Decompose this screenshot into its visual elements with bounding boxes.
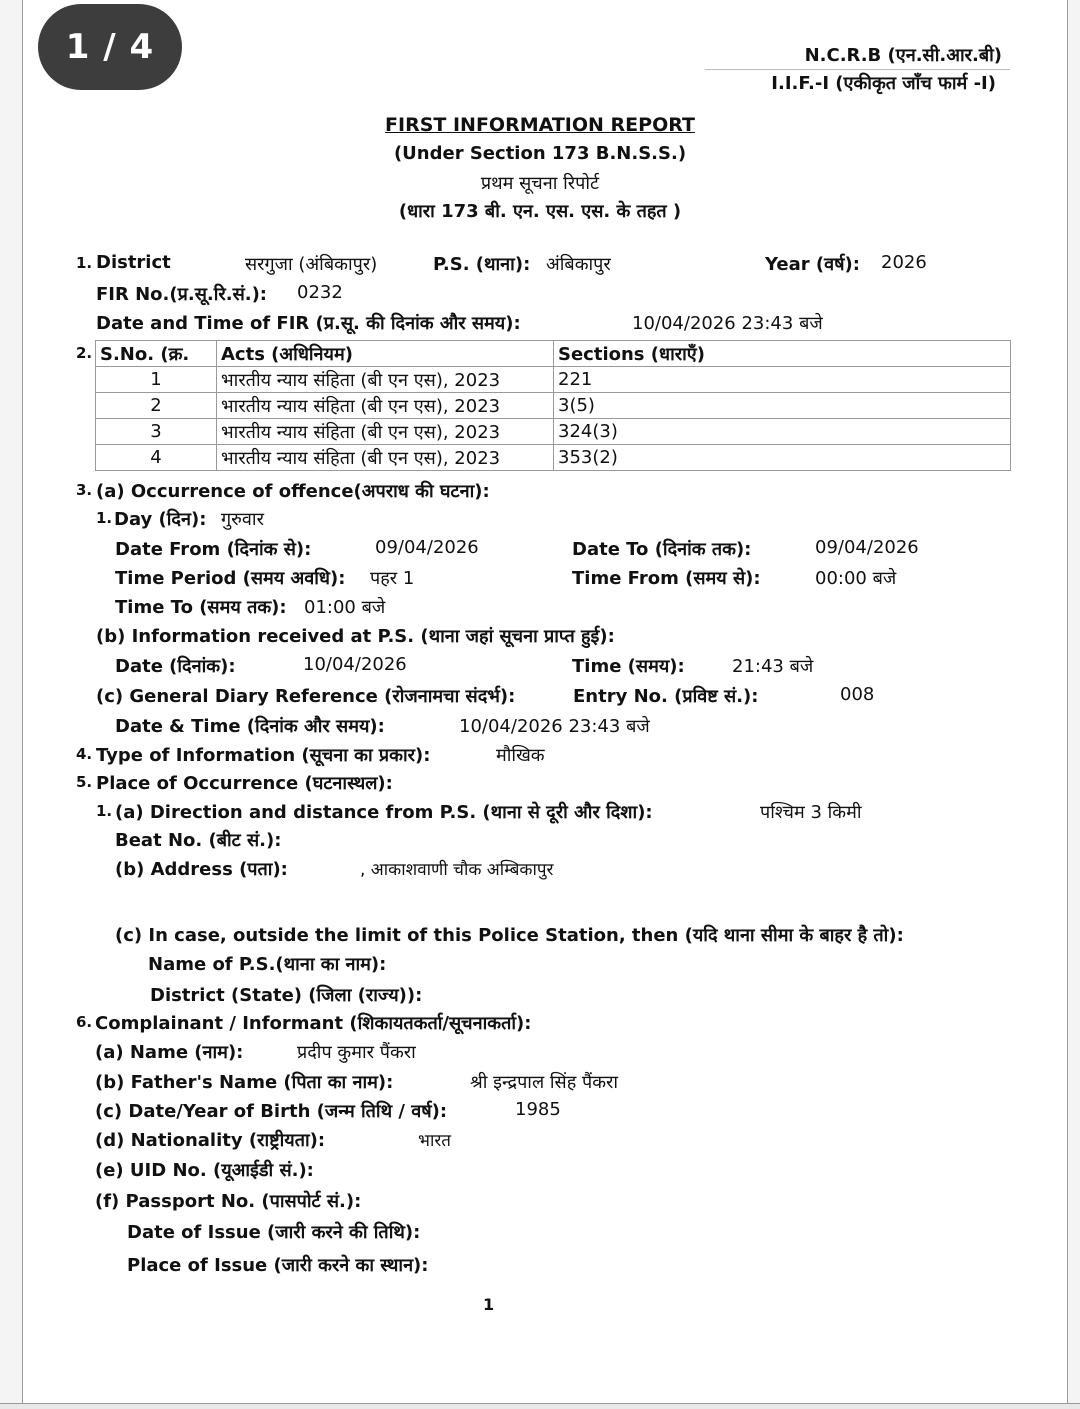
info-type-label: Type of Information (सूचना का प्रकार):	[96, 745, 431, 766]
info-type-value: मौखिक	[496, 745, 545, 766]
row-act: भारतीय न्याय संहिता (बी एन एस), 2023	[217, 393, 554, 419]
fir-datetime-label: Date and Time of FIR (प्र.सू. की दिनांक और समय):	[96, 313, 521, 334]
section-4-number: 4.	[76, 745, 93, 763]
year-label: Year (वर्ष):	[765, 254, 860, 275]
row-act: भारतीय न्याय संहिता (बी एन एस), 2023	[217, 445, 554, 471]
row-sno: 4	[96, 445, 217, 471]
column-header-sections: Sections (धाराएँ)	[554, 341, 1011, 367]
date-from-value: 09/04/2026	[375, 537, 479, 558]
year-value: 2026	[881, 252, 927, 273]
page-number: 1	[483, 1295, 495, 1314]
passport-issue-date-label: Date of Issue (जारी करने की तिथि):	[127, 1222, 421, 1243]
row-act: भारतीय न्याय संहिता (बी एन एस), 2023	[217, 419, 554, 445]
report-title-hindi: प्रथम सूचना रिपोर्ट	[480, 173, 600, 194]
table-row	[96, 445, 1011, 471]
table-row	[96, 419, 1011, 445]
place-occurrence-heading: Place of Occurrence (घटनास्थल):	[96, 773, 393, 794]
row-sno: 2	[96, 393, 217, 419]
column-header-sno: S.No. (क्र.	[96, 341, 217, 367]
father-name-value: श्री इन्द्रपाल सिंह पैंकरा	[470, 1072, 619, 1093]
ncrb-label: N.C.R.B (एन.सी.आर.बी)	[804, 45, 1002, 66]
outside-limit-heading: (c) In case, outside the limit of this Police Station, then (यदि थाना सीमा के बाहर है तो):	[115, 925, 904, 946]
acts-sections-table	[95, 340, 1011, 471]
time-period-label: Time Period (समय अवधि):	[115, 568, 346, 589]
row-act: भारतीय न्याय संहिता (बी एन एस), 2023	[217, 367, 554, 393]
iif-label: I.I.F.-I (एकीकृत जाँच फार्म -I)	[771, 73, 996, 94]
address-label: (b) Address (पता):	[115, 859, 288, 880]
fir-number-label: FIR No.(प्र.सू.रि.सं.):	[96, 284, 267, 305]
info-date-value: 10/04/2026	[303, 654, 407, 675]
nationality-value: भारत	[418, 1131, 451, 1151]
complainant-name-value: प्रदीप कुमार पैंकरा	[297, 1042, 416, 1063]
fir-number-value: 0232	[297, 282, 343, 303]
row-sno: 3	[96, 419, 217, 445]
section-5-number: 5.	[76, 773, 93, 791]
address-value: , आकाशवाणी चौक अम्बिकापुर	[360, 860, 554, 880]
complainant-name-label: (a) Name (नाम):	[95, 1042, 244, 1063]
uid-number-label: (e) UID No. (यूआईडी सं.):	[95, 1160, 314, 1181]
section-6-number: 6.	[76, 1013, 93, 1031]
header-divider	[705, 69, 1010, 70]
diary-datetime-label: Date & Time (दिनांक और समय):	[115, 716, 385, 737]
occurrence-heading: (a) Occurrence of offence(अपराध की घटना):	[96, 481, 490, 502]
entry-number-value: 008	[840, 684, 875, 705]
date-from-label: Date From (दिनांक से):	[115, 539, 312, 560]
police-station-label: P.S. (थाना):	[433, 254, 531, 275]
report-subtitle-hindi: (धारा 173 बी. एन. एस. एस. के तहत )	[398, 201, 682, 222]
day-label: Day (दिन):	[114, 509, 207, 530]
birth-year-value: 1985	[515, 1099, 561, 1120]
occurrence-sub-number: 1.	[96, 509, 113, 527]
table-row	[96, 367, 1011, 393]
row-sno: 1	[96, 367, 217, 393]
date-to-label: Date To (दिनांक तक):	[572, 539, 752, 560]
time-from-value: 00:00 बजे	[815, 568, 897, 589]
place-sub-number: 1.	[96, 802, 113, 820]
outside-district-label: District (State) (जिला (राज्य)):	[150, 985, 423, 1006]
district-label: District	[96, 252, 171, 273]
row-section: 3(5)	[554, 393, 1011, 419]
section-2-number: 2.	[76, 344, 93, 362]
direction-distance-label: (a) Direction and distance from P.S. (थाना से दूरी और दिशा):	[115, 802, 653, 823]
passport-issue-place-label: Place of Issue (जारी करने का स्थान):	[127, 1255, 429, 1276]
passport-number-label: (f) Passport No. (पासपोर्ट सं.):	[95, 1191, 362, 1212]
entry-number-label: Entry No. (प्रविष्ट सं.):	[573, 686, 759, 707]
time-from-label: Time From (समय से):	[572, 568, 761, 589]
father-name-label: (b) Father's Name (पिता का नाम):	[95, 1072, 394, 1093]
report-title: FIRST INFORMATION REPORT	[385, 114, 695, 136]
beat-number-label: Beat No. (बीट सं.):	[115, 830, 282, 851]
general-diary-heading: (c) General Diary Reference (रोजनामचा संदर्भ):	[96, 686, 516, 707]
time-period-value: पहर 1	[370, 568, 415, 589]
viewer-frame-bottom	[0, 1403, 1080, 1409]
table-header-row	[96, 341, 1011, 367]
date-to-value: 09/04/2026	[815, 537, 919, 558]
outside-ps-name-label: Name of P.S.(थाना का नाम):	[148, 954, 387, 975]
direction-distance-value: पश्चिम 3 किमी	[760, 802, 862, 823]
table-row	[96, 393, 1011, 419]
police-station-value: अंबिकापुर	[546, 254, 611, 275]
complainant-heading: Complainant / Informant (शिकायतकर्ता/सूचनाकर्ता):	[95, 1013, 532, 1034]
diary-datetime-value: 10/04/2026 23:43 बजे	[459, 716, 650, 737]
section-1-number: 1.	[76, 254, 93, 272]
row-section: 353(2)	[554, 445, 1011, 471]
time-to-label: Time To (समय तक):	[115, 597, 287, 618]
report-subtitle: (Under Section 173 B.N.S.S.)	[393, 143, 687, 164]
section-3-number: 3.	[76, 481, 93, 499]
nationality-label: (d) Nationality (राष्ट्रीयता):	[95, 1130, 326, 1151]
info-received-heading: (b) Information received at P.S. (थाना जहां सूचना प्राप्त हुई):	[96, 626, 615, 647]
time-to-value: 01:00 बजे	[304, 597, 386, 618]
day-value: गुरुवार	[221, 509, 264, 530]
column-header-acts: Acts (अधिनियम)	[217, 341, 554, 367]
info-time-label: Time (समय):	[572, 656, 685, 677]
fir-datetime-value: 10/04/2026 23:43 बजे	[632, 313, 823, 334]
birth-year-label: (c) Date/Year of Birth (जन्म तिथि / वर्ष):	[95, 1101, 448, 1122]
info-time-value: 21:43 बजे	[732, 656, 814, 677]
district-value: सरगुजा (अंबिकापुर)	[245, 254, 378, 275]
row-section: 221	[554, 367, 1011, 393]
info-date-label: Date (दिनांक):	[115, 656, 236, 677]
page-indicator-badge: 1 / 4	[38, 4, 182, 90]
row-section: 324(3)	[554, 419, 1011, 445]
